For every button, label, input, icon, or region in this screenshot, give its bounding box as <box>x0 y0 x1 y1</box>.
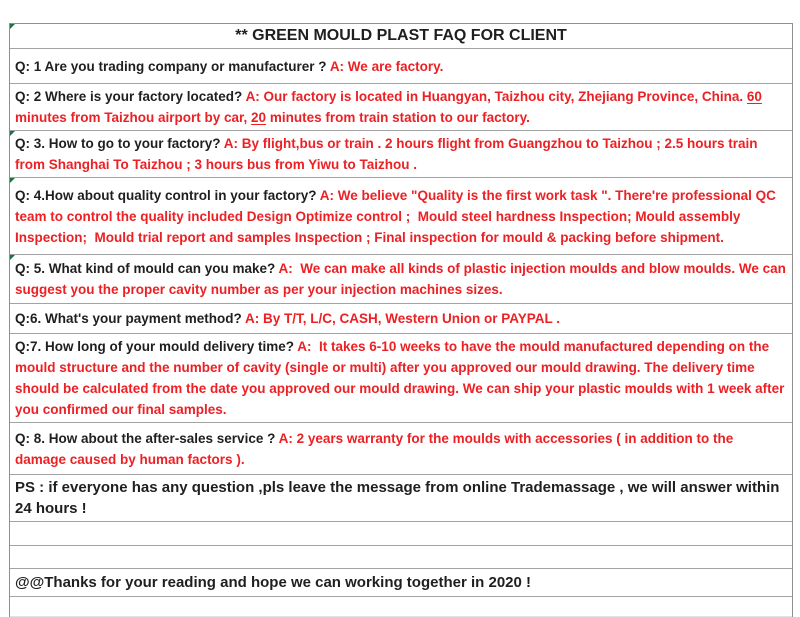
answer-text: A: We can make all kinds of plastic injection moulds and blow moulds. We can suggest you the proper cavity number as per your injection machines sizes. <box>15 261 790 297</box>
faq-question-row[interactable] <box>10 334 792 423</box>
faq-entry-text <box>10 334 792 422</box>
answer-text: A: By T/T, L/C, CASH, Western Union or PAYPAL . <box>244 311 561 326</box>
question-text: Q: 2 Where is your factory located? <box>15 89 246 104</box>
faq-sheet <box>9 23 793 617</box>
page-title <box>10 24 792 48</box>
question-text: Q: 5. What kind of mould can you make? <box>15 261 279 276</box>
note-text <box>10 475 792 521</box>
faq-entry-text <box>10 131 792 177</box>
answer-text: A: We are factory. <box>329 58 444 74</box>
question-text: Q:7. How long of your mould delivery time? <box>15 339 298 354</box>
answer-text: A: Our factory is located in Huangyan, Taizhou city, Zhejiang Province, China. <box>245 89 747 104</box>
faq-entry-text <box>10 183 792 250</box>
faq-entry-text <box>10 256 792 302</box>
faq-title-row[interactable] <box>10 24 792 49</box>
faq-question-row[interactable] <box>10 255 792 304</box>
faq-entry-text <box>10 54 792 79</box>
note-row[interactable] <box>10 569 792 597</box>
empty-cell-row[interactable] <box>10 522 792 546</box>
answer-text: A: 2 years warranty for the moulds with accessories ( in addition to the damage caused by human factors ). <box>15 430 737 467</box>
green-corner-marker-icon <box>10 131 15 136</box>
question-text: Q: 3. How to go to your factory? <box>15 136 224 151</box>
question-text: Q: 1 Are you trading company or manufacturer ? <box>15 58 330 74</box>
title-text: ** GREEN MOULD PLAST FAQ FOR CLIENT <box>235 27 567 44</box>
answer-text: A: We believe "Quality is the first work task ". There're professional QC team to control the quality included Design Optimize control ; Mould steel hardness Inspection; Mould assembly Inspection; Mould trial report and samples Inspection ; Final inspection for mould & packing before shipment. <box>15 187 780 245</box>
answer-text: minutes from Taizhou airport by car, <box>15 89 766 125</box>
faq-question-row[interactable] <box>10 178 792 255</box>
faq-entry-text <box>10 84 792 130</box>
empty-cell-row[interactable] <box>10 597 792 617</box>
question-text: Q: 8. How about the after-sales service ? <box>15 430 279 446</box>
empty-cell-row[interactable] <box>10 546 792 569</box>
faq-entry-text <box>10 426 792 472</box>
answer-text: minutes from train station to our factory. <box>266 110 530 125</box>
faq-question-row[interactable] <box>10 304 792 334</box>
faq-question-row[interactable] <box>10 423 792 475</box>
answer-text: A: By flight,bus or train . 2 hours flight from Guangzhou to Taizhou ; 2.5 hours train from Shanghai To Taizhou ; 3 hours bus from Yiwu to Taizhou . <box>15 136 762 172</box>
green-corner-marker-icon <box>10 178 15 183</box>
note-text <box>10 570 792 595</box>
question-text: Q: 4.How about quality control in your factory? <box>15 187 320 203</box>
answer-text: 20 <box>251 110 267 125</box>
faq-question-row[interactable] <box>10 84 792 131</box>
green-corner-marker-icon <box>10 255 15 260</box>
question-text: Q:6. What's your payment method? <box>15 311 245 326</box>
note-text-label: PS : if everyone has any question ,pls leave the message from online Trademassage , we will answer within 24 hours ! <box>15 479 788 517</box>
answer-text: 60 <box>746 89 762 104</box>
faq-entry-text <box>10 306 792 331</box>
green-corner-marker-icon <box>10 24 15 29</box>
faq-question-row[interactable] <box>10 131 792 178</box>
faq-question-row[interactable] <box>10 49 792 84</box>
note-row[interactable] <box>10 475 792 522</box>
note-text-label: @@Thanks for your reading and hope we can working together in 2020 ! <box>15 574 532 591</box>
answer-text: A: It takes 6-10 weeks to have the mould manufactured depending on the mould structure and the number of cavity (single or multi) after you approved our mould drawing. The delivery time should be calculated from the date you approved our mould drawing. We can ship your plastic moulds with 1 week after you confirmed our final samples. <box>15 339 789 417</box>
